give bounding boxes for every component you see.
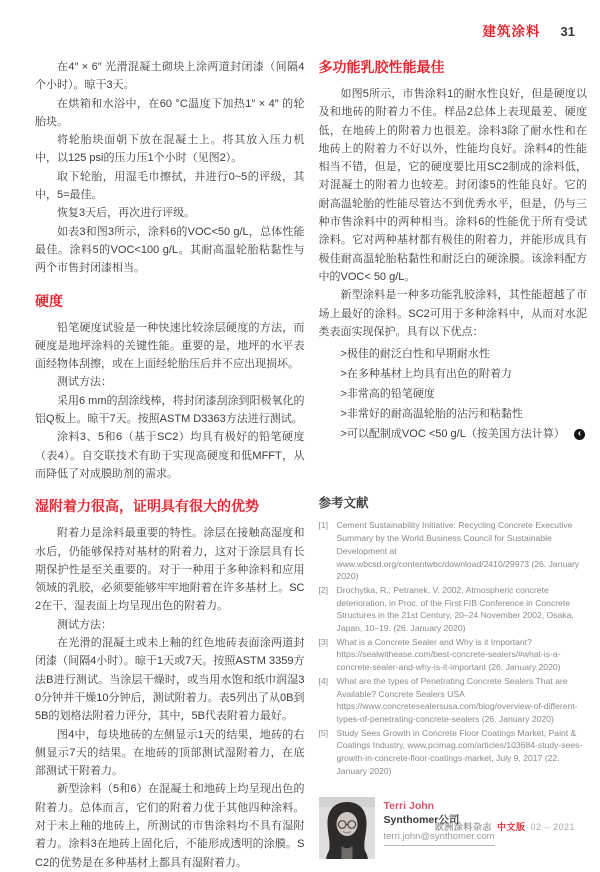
advantages-list — [319, 344, 588, 444]
reference-text: What are the types of Penetrating Concrete Sealers That are Available? Concrete Sealers USA https://www.concretesealersusa.com/blog/overview-of-different-types-of-penetrating-concrete-sealers (26. January 2020) — [336, 675, 578, 724]
paragraph: 测试方法： — [57, 376, 112, 389]
reference-text: Study Sees Growth in Concrete Floor Coatings Market, Paint & Coatings Industry, www.pcimag.com/articles/103684-study-sees-growth-in-concrete-floor-coatings-market, July 9, 2017 (22. January 2020) — [336, 727, 583, 776]
intro-paragraphs — [35, 58, 305, 278]
paragraph: 将轮胎块面朝下放在混凝土上。将其放入压力机中，以125 psi的压力压1个小时（见图2）。 — [35, 134, 305, 165]
page-number: 31 — [560, 24, 575, 39]
paragraph: 附着力是涂料最重要的特性。涂层在接触高湿度和水后，仍能够保持对基材的附着力，这对于涂层具有长期保护性是至关重要的。对于一种用于多种涂料和应用领域的乳胶，必须要能够牢牢地附着在许多基材上。SC2在干、湿表面上均呈现出色的附着力。 — [35, 527, 305, 613]
advantage-item: >在多种基材上均具有出色的附着力 — [340, 368, 512, 381]
paragraph: 取下轮胎，用湿毛巾擦拭，并进行0~5的评级，其中，5=最佳。 — [35, 170, 305, 202]
section-label: 建筑涂料 — [482, 24, 541, 39]
paragraph: 在烘箱和水浴中，在60 °C温度下加热1″ × 4″ 的轮胎块。 — [35, 97, 305, 128]
reference-item — [319, 584, 588, 635]
reference-number: [1] — [318, 520, 329, 531]
paragraph: 图4中，每块地砖的左侧显示1天的结果，地砖的右侧显示7天的结果。在地砖的顶部测试湿附着力，在底部测试干附着力。 — [35, 728, 305, 778]
advantage-item: >非常高的铅笔硬度 — [340, 388, 435, 401]
section-heading-wet-adhesion: 湿附着力很高，证明具有很大的优势 — [35, 498, 259, 515]
paragraph: 恢复3天后，再次进行评级。 — [57, 207, 196, 220]
reference-text: Drochytka, R.; Petranek, V. 2002, Atmospheric concrete deterioration, in Proc. of the First FIB Conference in Concrete Structures in the 21st Century, 20–24 November 2002, Osaka, Japan, 10–19. (26. January 2020) — [336, 584, 574, 634]
paragraph: 在光滑的混凝土或未上釉的红色地砖表面涂两道封闭漆（间隔4小时）。晾干1天或7天。按照ASTM 3359方法B进行测试。当涂层干燥时，或当用水饱和纸巾润湿30分钟并干燥10分钟后，测试附着力。表5列出了从0B到5B的划格法附着力评分，其中，5B代表附着力最好。 — [35, 637, 305, 723]
multifunctional-paragraphs — [319, 85, 588, 341]
paragraph: 如表3和图3所示，涂料6的VOC<50 g/L，总体性能最佳。涂料5的VOC<100 g/L。其耐高温轮胎粘黏性与两个市售封闭漆相当。 — [35, 225, 305, 275]
wet-adhesion-paragraphs — [35, 524, 305, 872]
page-footer — [435, 820, 575, 833]
references-list — [319, 519, 588, 777]
paragraph: 新型涂料（5和6）在混凝土和地砖上均呈现出色的附着力。总体而言，它们的附着力优于其他四种涂料。对于未上釉的地砖上，所测试的市售涂料均不具有湿附着力。涂料3在地砖上固化后，不能形成透明的涂膜。SC2的优势是在多种基材上都具有湿附着力。 — [35, 783, 305, 869]
reference-number: [2] — [318, 584, 329, 595]
section-heading-multifunctional: 多功能乳胶性能最佳 — [318, 59, 445, 75]
article-body — [35, 58, 587, 872]
section-heading-hardness: 硬度 — [35, 292, 63, 309]
reference-item — [319, 636, 588, 674]
paragraph: 铅笔硬度试验是一种快速比较涂层硬度的方法，而硬度是地坪涂料的关键性能。重要的是，地坪的水平表面经物体刮擦，或在上面经轮胎压后并不应出现损坏。 — [35, 321, 305, 371]
paragraph: 如图5所示，市售涂料1的耐水性良好，但是硬度以及和地砖的附着力不佳。样品2总体上表现最差、硬度低，在地砖上的附着力也很差。涂料3除了耐水性和在地砖上的附着力不好以外，性能均良好。涂料4的性能相当不错，但是，它的硬度要比用SC2制成的涂料低，对混凝土的附着力也较差。封闭漆5的性能良好。它的耐高温轮胎的性能尽管达不到优秀水平，但是，仍与三种市售涂料中的两种相当。涂料6的性能优于所有受试涂料。它对两种基材都有极佳的附着力，并能形成具有极佳耐高温轮胎粘黏性和耐泛白的硬涂膜。该涂料配方中的VOC< 50 g/L。 — [318, 88, 587, 283]
reference-number: [5] — [318, 727, 329, 738]
author-name: Terri John — [383, 799, 435, 812]
advantage-item: >极佳的耐泛白性和早期耐水性 — [340, 348, 490, 361]
hardness-paragraphs — [35, 319, 305, 484]
reference-text: Cement Sustainability Initiative: Recycling Concrete Executive Summary by the World Business Council for Sustainable Development at www.wbcsd.org/contentwbc/download/2410/29973 (26. January 2020) — [336, 520, 580, 582]
end-of-article-icon: ‹ — [574, 429, 585, 440]
paragraph: 新型涂料是一种多功能乳胶涂料，其性能超越了市场上最好的涂料。SC2可用于多种涂料中，从而对水泥类表面实现保护。具有以下优点： — [318, 289, 587, 338]
references-section — [319, 494, 588, 777]
footer-issue-number: 02 – 2021 — [530, 822, 575, 832]
advantage-item: >非常好的耐高温轮胎的沾污和粘黏性 — [340, 408, 523, 421]
references-heading: 参考文献 — [318, 496, 369, 511]
author-company: Synthomer公司 — [383, 813, 460, 826]
page-header — [483, 20, 575, 40]
paragraph: 在4″ × 6″ 光滑混凝土砌块上涂两道封闭漆（间隔4个小时）。晾干3天。 — [35, 61, 305, 92]
reference-text: What is a Concrete Sealer and Why is it Important? https://sealwithease.com/best-concrete-sealers/#what-is-a-concrete-sealer-and-why-is-it-important (26. January 2020) — [336, 636, 561, 673]
paragraph: 测试方法： — [57, 618, 112, 631]
reference-item — [319, 675, 588, 726]
footer-journal-title: 欧洲涂料杂志 — [434, 822, 492, 832]
right-column — [319, 58, 588, 872]
left-column — [35, 58, 305, 872]
footer-edition-label: 中文版 — [496, 822, 526, 832]
paragraph: 涂料3、5和6（基于SC2）均具有极好的铅笔硬度（表4）。自交联技术有助于实现高硬度和低MFFT，从而降低了对成膜助剂的需求。 — [35, 431, 305, 480]
reference-number: [4] — [318, 675, 329, 686]
advantage-item: >可以配制成VOC <50 g/L（按美国方法计算） — [340, 428, 565, 441]
author-photo — [319, 797, 375, 859]
reference-item — [319, 727, 588, 778]
reference-number: [3] — [318, 636, 329, 647]
advantages-list-wrap — [319, 344, 588, 444]
author-email-link[interactable]: terri.john@synthomer.com — [384, 830, 495, 846]
reference-item — [319, 519, 588, 583]
paragraph: 采用6 mm的刮涂线棒，将封闭漆刮涂到阳极氧化的铝Q板上。晾干7天。按照ASTM D3363方法进行测试。 — [35, 394, 305, 426]
